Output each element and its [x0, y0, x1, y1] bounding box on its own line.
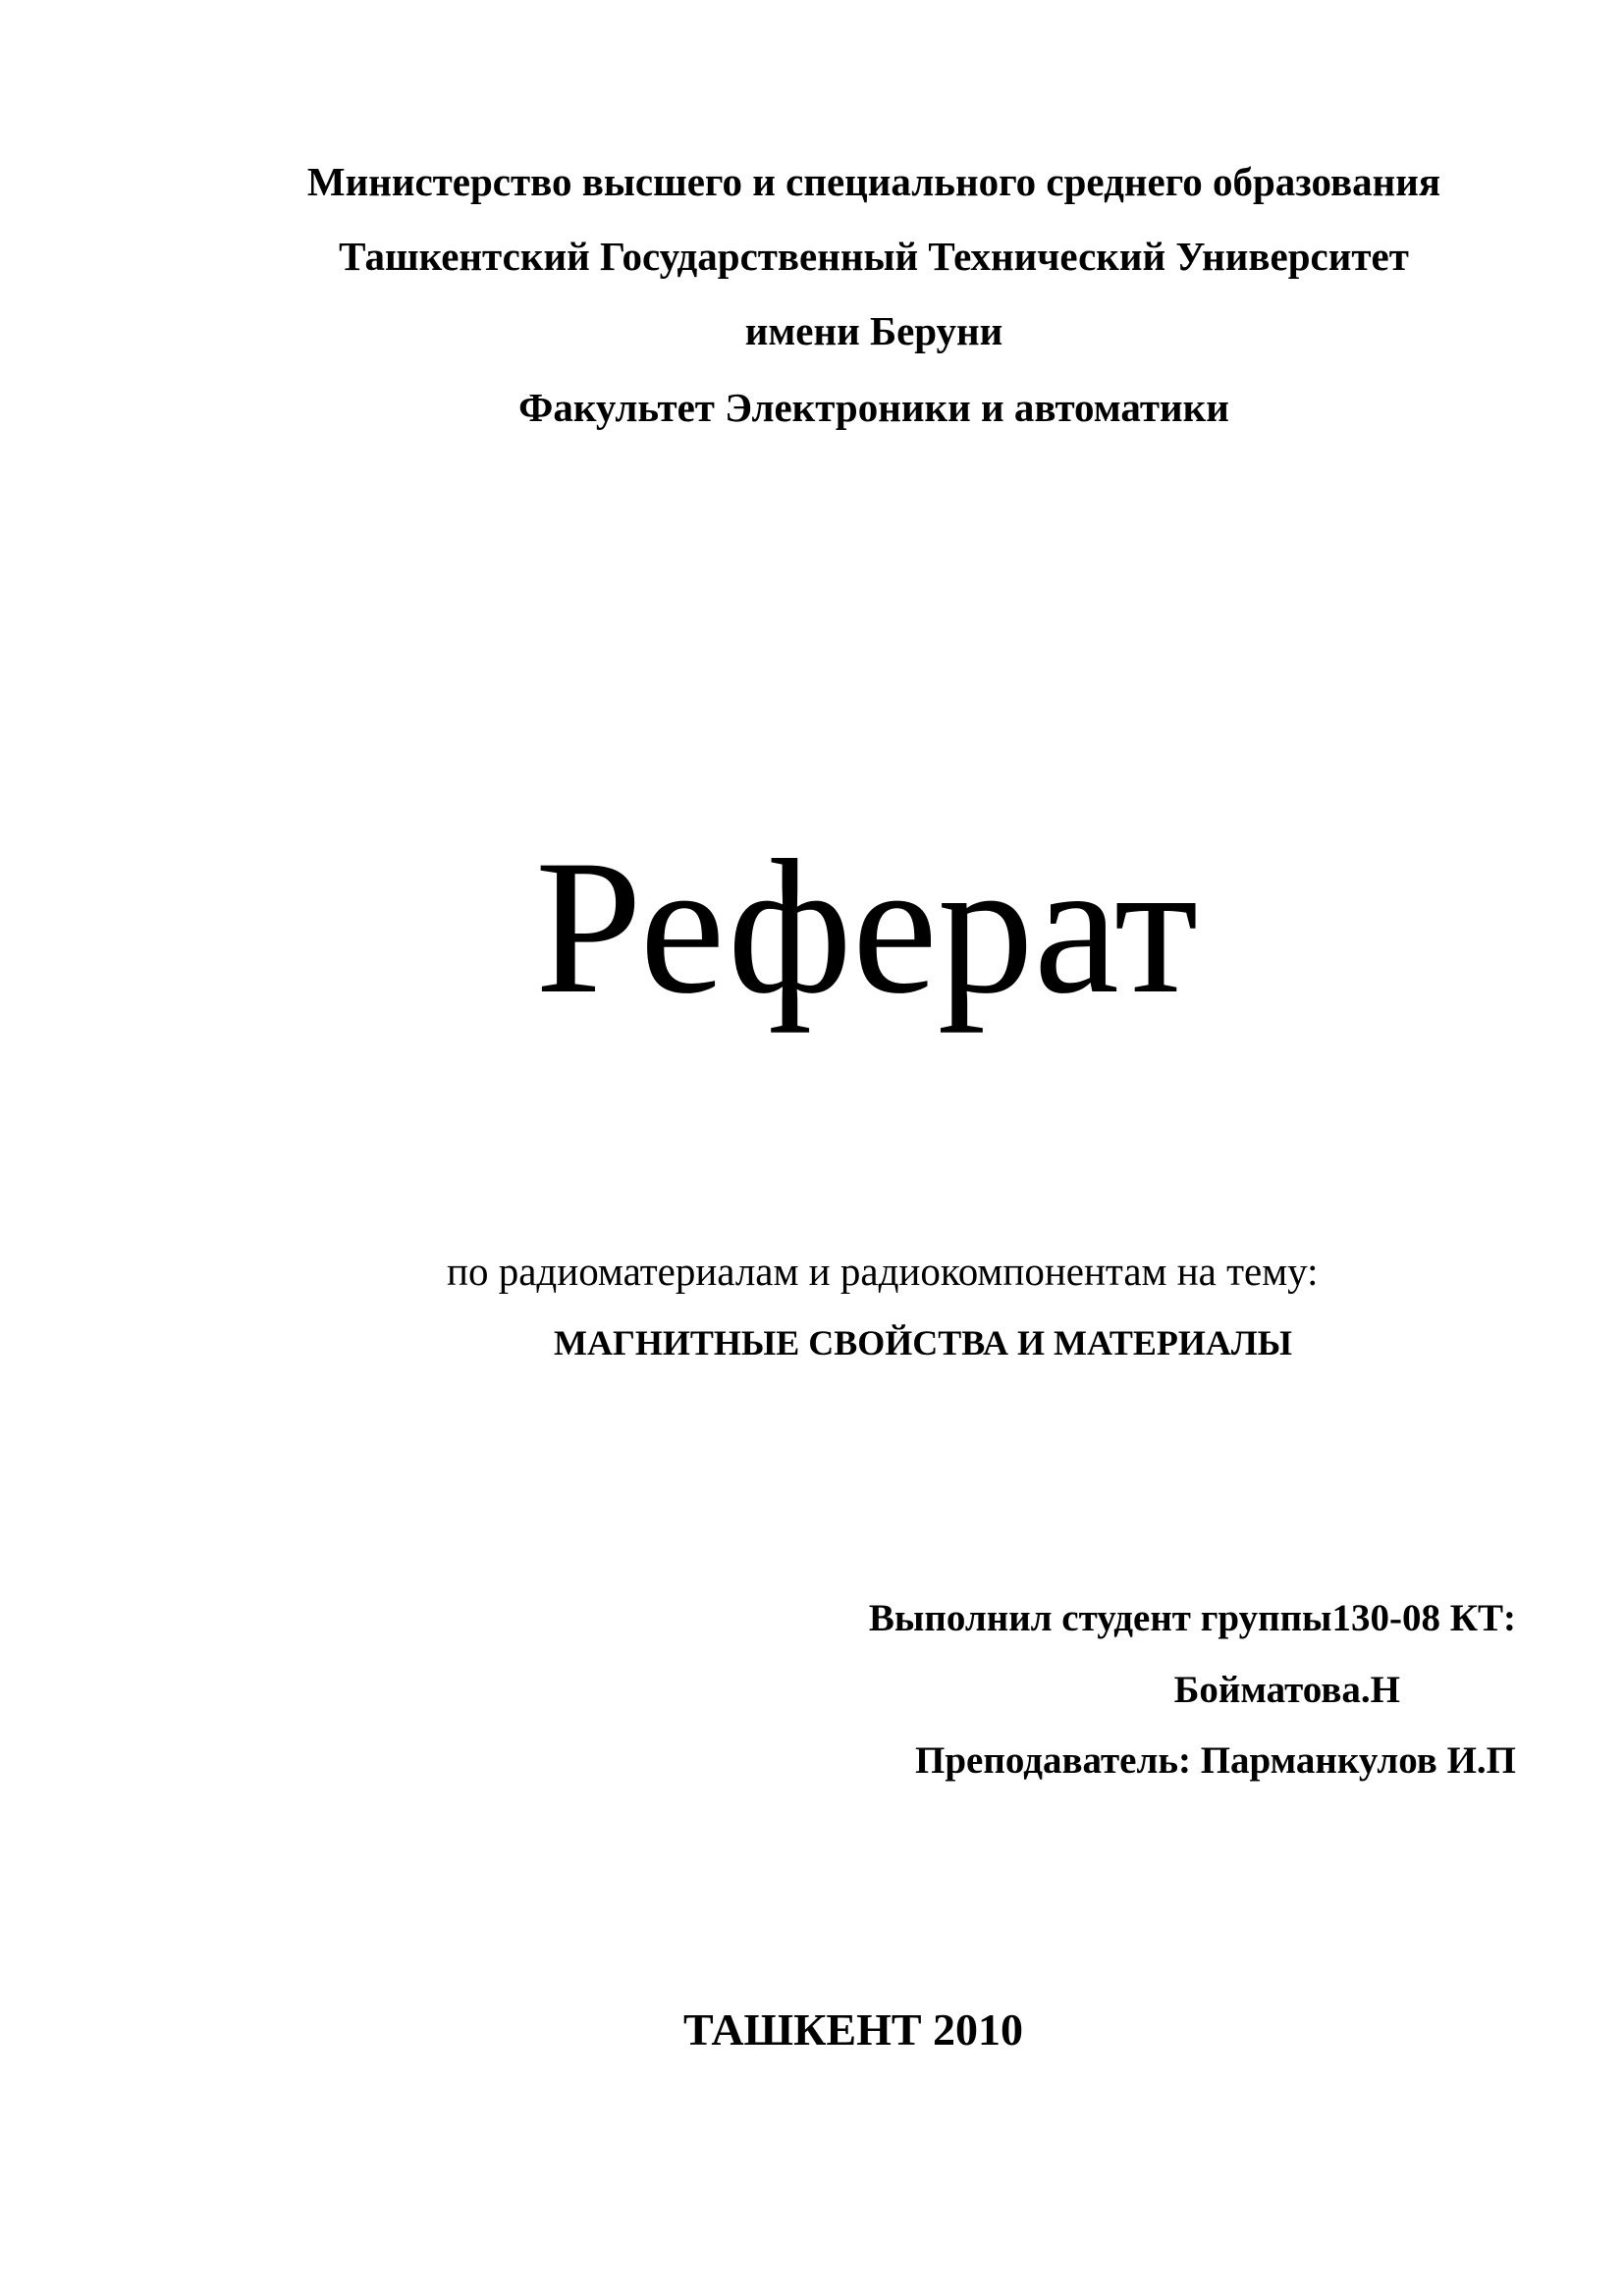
- ministry-name: Министерство высшего и специального среднего образования: [306, 159, 1441, 204]
- teacher-name: Преподаватель: Парманкулов И.П: [915, 1739, 1516, 1782]
- university-name: Ташкентский Государственный Технический Университет: [339, 234, 1409, 279]
- university-dedication: имени Беруни: [744, 308, 1003, 353]
- subject-line: по радиоматериалам и радиокомпонентам на тему:: [447, 1249, 1319, 1294]
- student-name: Бойматова.Н: [1173, 1669, 1400, 1711]
- faculty-name: Факультет Электроники и автоматики: [518, 385, 1229, 430]
- topic-title: МАГНИТНЫЕ СВОЙСТВА И МАТЕРИАЛЫ: [553, 1323, 1293, 1362]
- city-year: ТАШКЕНТ 2010: [682, 2004, 1024, 2055]
- document-title: Реферат: [535, 821, 1199, 1034]
- performed-by: Выполнил студент группы130-08 КТ:: [868, 1597, 1516, 1639]
